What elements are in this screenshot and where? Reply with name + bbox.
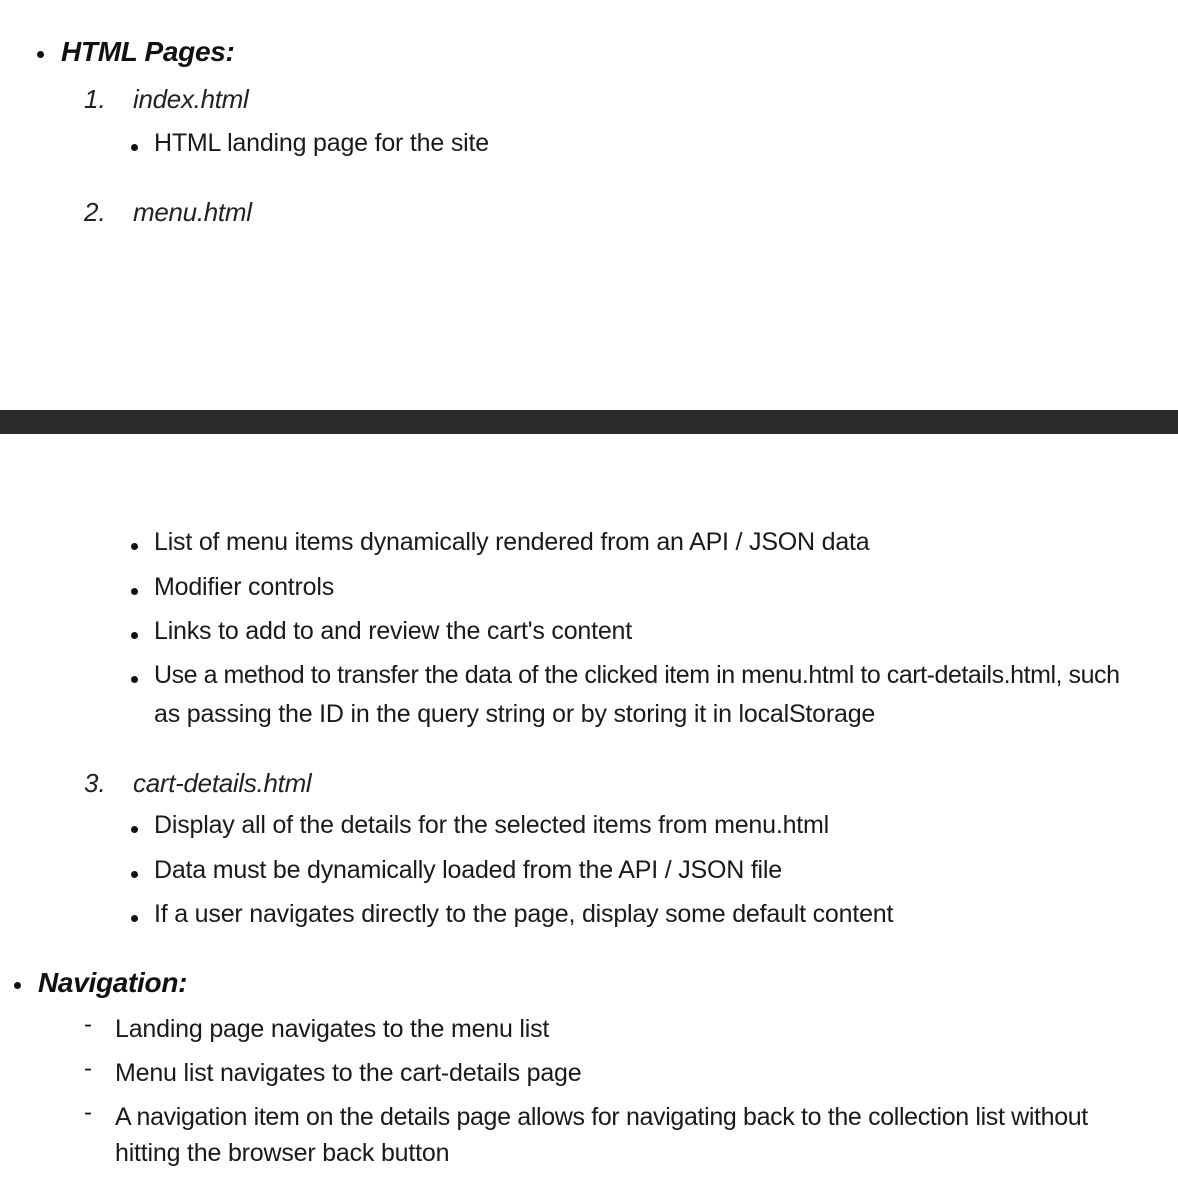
list-item-continuation: as passing the ID in the query string or by storing it in localStorage bbox=[154, 700, 876, 728]
list-item: Use a method to transfer the data of the clicked item in menu.html to cart-details.html, such bbox=[154, 661, 1120, 689]
bullet-icon bbox=[131, 871, 138, 878]
bullet-icon bbox=[14, 982, 21, 989]
bullet-icon bbox=[131, 915, 138, 922]
section-heading-html-pages: HTML Pages: bbox=[61, 36, 235, 67]
bullet-icon bbox=[37, 51, 44, 58]
page-number-1: 1. bbox=[84, 84, 106, 114]
page-name-index: index.html bbox=[133, 84, 249, 114]
nav-list-item: Landing page navigates to the menu list bbox=[115, 1015, 550, 1043]
bullet-icon bbox=[131, 632, 138, 639]
page-name-menu: menu.html bbox=[133, 197, 252, 227]
page-number-3: 3. bbox=[84, 768, 106, 798]
list-item: List of menu items dynamically rendered from an API / JSON data bbox=[154, 528, 870, 556]
list-item: Modifier controls bbox=[154, 573, 334, 601]
list-item: If a user navigates directly to the page, display some default content bbox=[154, 900, 894, 928]
list-item: Links to add to and review the cart's content bbox=[154, 617, 632, 645]
bullet-icon bbox=[131, 676, 138, 683]
list-item: Data must be dynamically loaded from the API / JSON file bbox=[154, 856, 782, 884]
dash-marker: - bbox=[84, 1099, 92, 1126]
page-name-cart-details: cart-details.html bbox=[133, 768, 312, 798]
page-break-divider bbox=[0, 410, 1178, 434]
nav-list-item-continuation: hitting the browser back button bbox=[115, 1139, 450, 1167]
bullet-icon bbox=[131, 144, 138, 151]
list-item: Display all of the details for the selected items from menu.html bbox=[154, 811, 829, 839]
nav-list-item: Menu list navigates to the cart-details page bbox=[115, 1059, 582, 1087]
nav-list-item: A navigation item on the details page allows for navigating back to the collection list without bbox=[115, 1103, 1088, 1131]
bullet-icon bbox=[131, 826, 138, 833]
section-heading-navigation: Navigation: bbox=[38, 967, 188, 998]
dash-marker: - bbox=[84, 1011, 92, 1038]
bullet-icon bbox=[131, 588, 138, 595]
list-item: HTML landing page for the site bbox=[154, 129, 489, 157]
page-number-2: 2. bbox=[84, 197, 106, 227]
dash-marker: - bbox=[84, 1055, 92, 1082]
bullet-icon bbox=[131, 543, 138, 550]
